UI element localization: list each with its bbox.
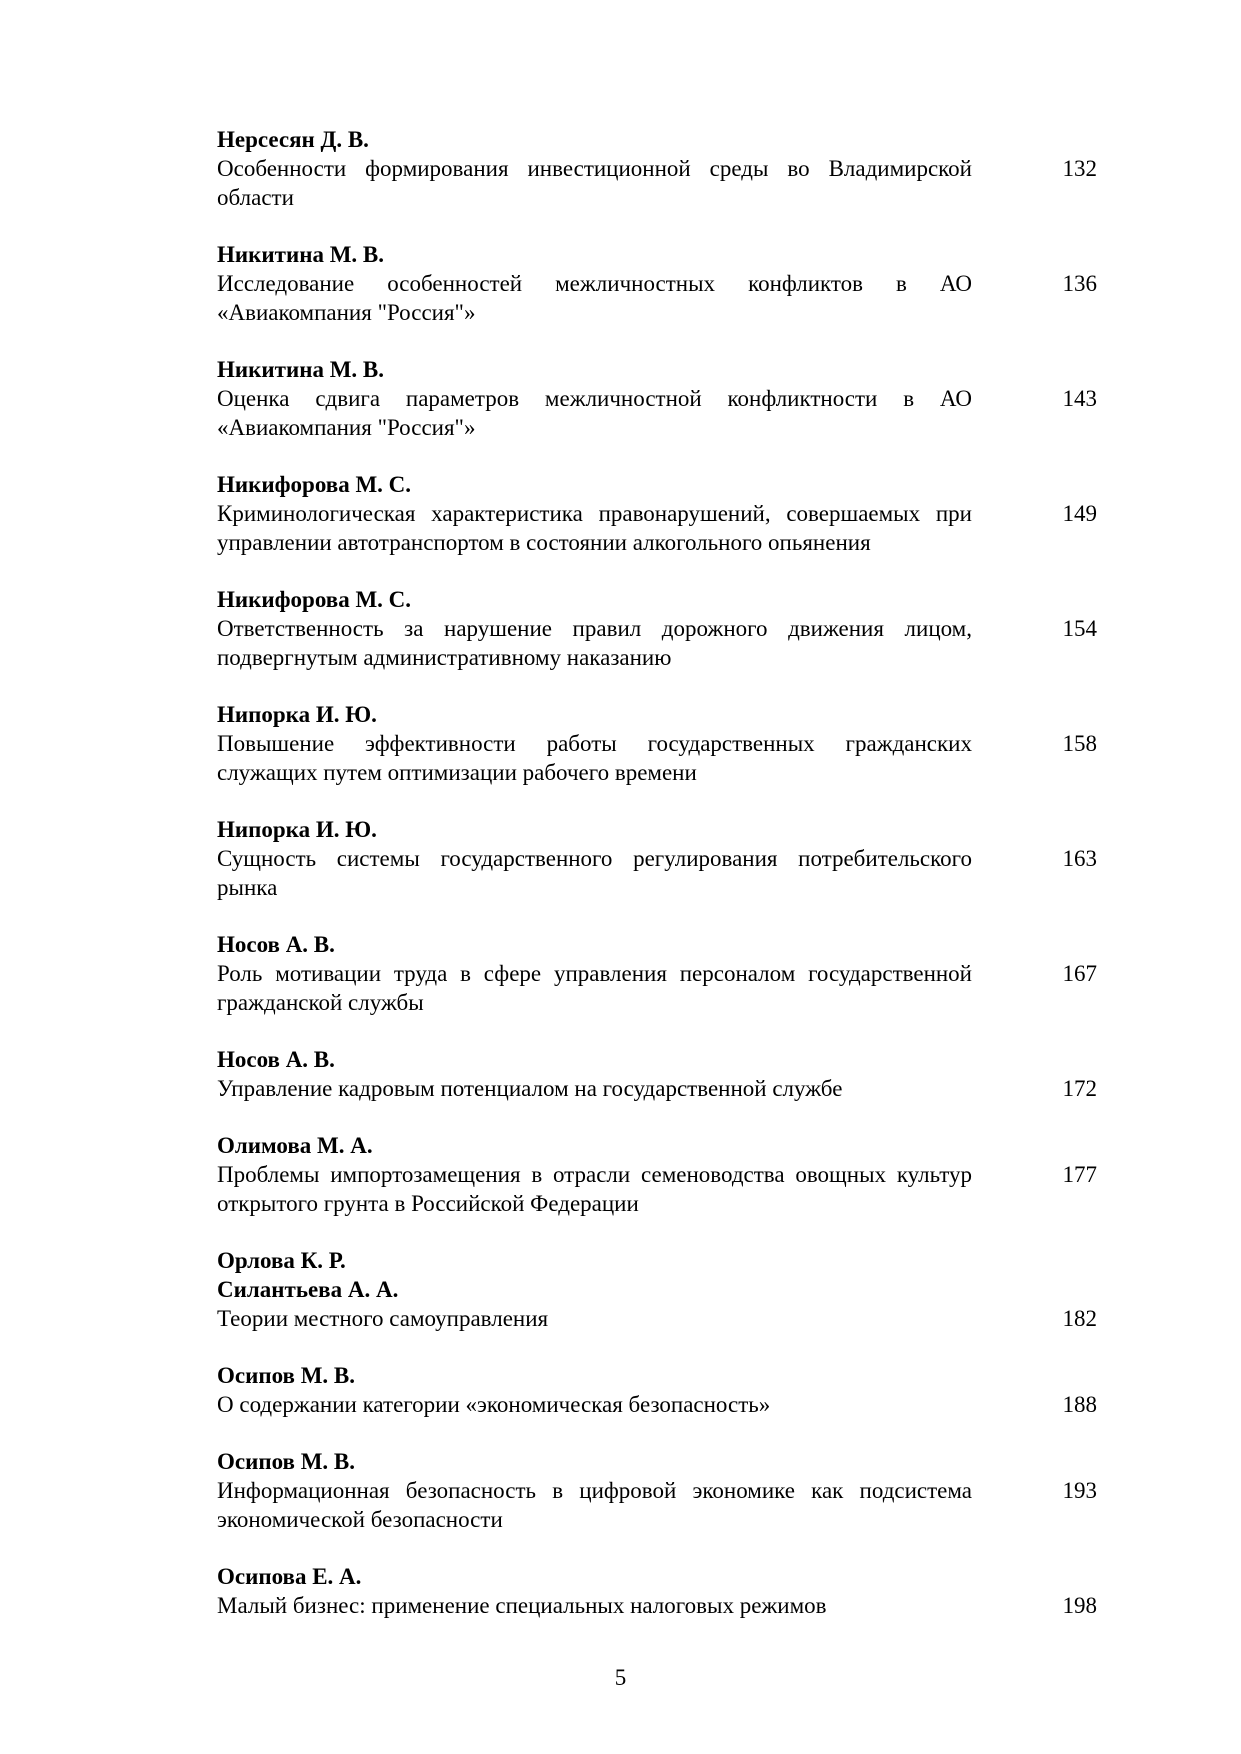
toc-title: Теории местного самоуправления — [217, 1306, 549, 1331]
toc-author: Никифорова М. С. — [217, 587, 412, 612]
toc-title-row — [217, 154, 1097, 212]
toc-title-row — [217, 1390, 1097, 1419]
toc-page-number: 193 — [1062, 1478, 1097, 1503]
toc-author: Орлова К. Р. — [217, 1248, 346, 1273]
toc-page-number: 163 — [1062, 846, 1097, 871]
toc-entry — [217, 240, 1097, 355]
toc-entry — [217, 470, 1097, 585]
toc-author: Никитина М. В. — [217, 357, 384, 382]
toc-page-number: 158 — [1062, 731, 1097, 756]
toc-title: Исследование особенностей межличностных конфликтов в АО «Авиакомпания "Россия"» — [217, 271, 972, 325]
toc-entry — [217, 1246, 1097, 1361]
toc-title-row — [217, 1476, 1097, 1534]
toc-title-row — [217, 614, 1097, 672]
toc-author: Осипов М. В. — [217, 1363, 355, 1388]
toc-page-number: 132 — [1062, 156, 1097, 181]
toc-title-row — [217, 729, 1097, 787]
toc-page-number: 188 — [1062, 1392, 1097, 1417]
toc-author: Носов А. В. — [217, 1047, 335, 1072]
toc-title-row — [217, 1160, 1097, 1218]
toc-entry — [217, 125, 1097, 240]
toc-title: Ответственность за нарушение правил дорожного движения лицом, подвергнутым административному наказанию — [217, 616, 972, 670]
toc-entry — [217, 1361, 1097, 1447]
toc-entry — [217, 815, 1097, 930]
toc-title-row — [217, 1074, 1097, 1103]
page-number-footer: 5 — [614, 1665, 627, 1690]
toc-title-row — [217, 1304, 1097, 1333]
toc-page-number: 198 — [1062, 1593, 1097, 1618]
toc-title: Сущность системы государственного регулирования потребительского рынка — [217, 846, 972, 900]
toc-author: Осипов М. В. — [217, 1449, 355, 1474]
toc-entry — [217, 700, 1097, 815]
toc-title: Оценка сдвига параметров межличностной конфликтности в АО «Авиакомпания "Россия"» — [217, 386, 972, 440]
toc-author: Носов А. В. — [217, 932, 335, 957]
toc-title-row — [217, 499, 1097, 557]
toc-title: Информационная безопасность в цифровой экономике как подсистема экономической безопасности — [217, 1478, 972, 1532]
table-of-contents — [217, 125, 1097, 1620]
toc-title-row — [217, 1591, 1097, 1620]
toc-title-row — [217, 384, 1097, 442]
toc-author: Нерсесян Д. В. — [217, 127, 369, 152]
toc-author: Осипова Е. А. — [217, 1564, 362, 1589]
toc-title: Криминологическая характеристика правонарушений, совершаемых при управлении автотранспортом в состоянии алкогольного опьянения — [217, 501, 972, 555]
toc-title: Повышение эффективности работы государственных гражданских служащих путем оптимизации рабочего времени — [217, 731, 972, 785]
toc-entry — [217, 355, 1097, 470]
toc-page-number: 143 — [1062, 386, 1097, 411]
toc-author: Никитина М. В. — [217, 242, 384, 267]
toc-title: Проблемы импортозамещения в отрасли семеноводства овощных культур открытого грунта в Российской Федерации — [217, 1162, 972, 1216]
toc-title: Малый бизнес: применение специальных налоговых режимов — [217, 1593, 827, 1618]
toc-title-row — [217, 269, 1097, 327]
toc-entry — [217, 1447, 1097, 1562]
toc-page-number: 167 — [1062, 961, 1097, 986]
toc-title: О содержании категории «экономическая безопасность» — [217, 1392, 771, 1417]
toc-title-row — [217, 844, 1097, 902]
toc-author: Никифорова М. С. — [217, 472, 412, 497]
toc-title-row — [217, 959, 1097, 1017]
toc-page-number: 177 — [1062, 1162, 1097, 1187]
toc-entry — [217, 585, 1097, 700]
toc-author: Нипорка И. Ю. — [217, 817, 377, 842]
toc-title: Управление кадровым потенциалом на государственной службе — [217, 1076, 843, 1101]
toc-page-number: 149 — [1062, 501, 1097, 526]
toc-author: Нипорка И. Ю. — [217, 702, 377, 727]
toc-author: Олимова М. А. — [217, 1133, 373, 1158]
toc-page-number: 136 — [1062, 271, 1097, 296]
toc-entry — [217, 1045, 1097, 1131]
toc-title: Роль мотивации труда в сфере управления персоналом государственной гражданской службы — [217, 961, 972, 1015]
toc-title: Особенности формирования инвестиционной среды во Владимирской области — [217, 156, 972, 210]
toc-entry — [217, 930, 1097, 1045]
toc-entry — [217, 1562, 1097, 1620]
toc-page-number: 182 — [1062, 1306, 1097, 1331]
toc-page-number: 154 — [1062, 616, 1097, 641]
toc-entry — [217, 1131, 1097, 1246]
toc-author: Силантьева А. А. — [217, 1277, 399, 1302]
toc-page-number: 172 — [1062, 1076, 1097, 1101]
